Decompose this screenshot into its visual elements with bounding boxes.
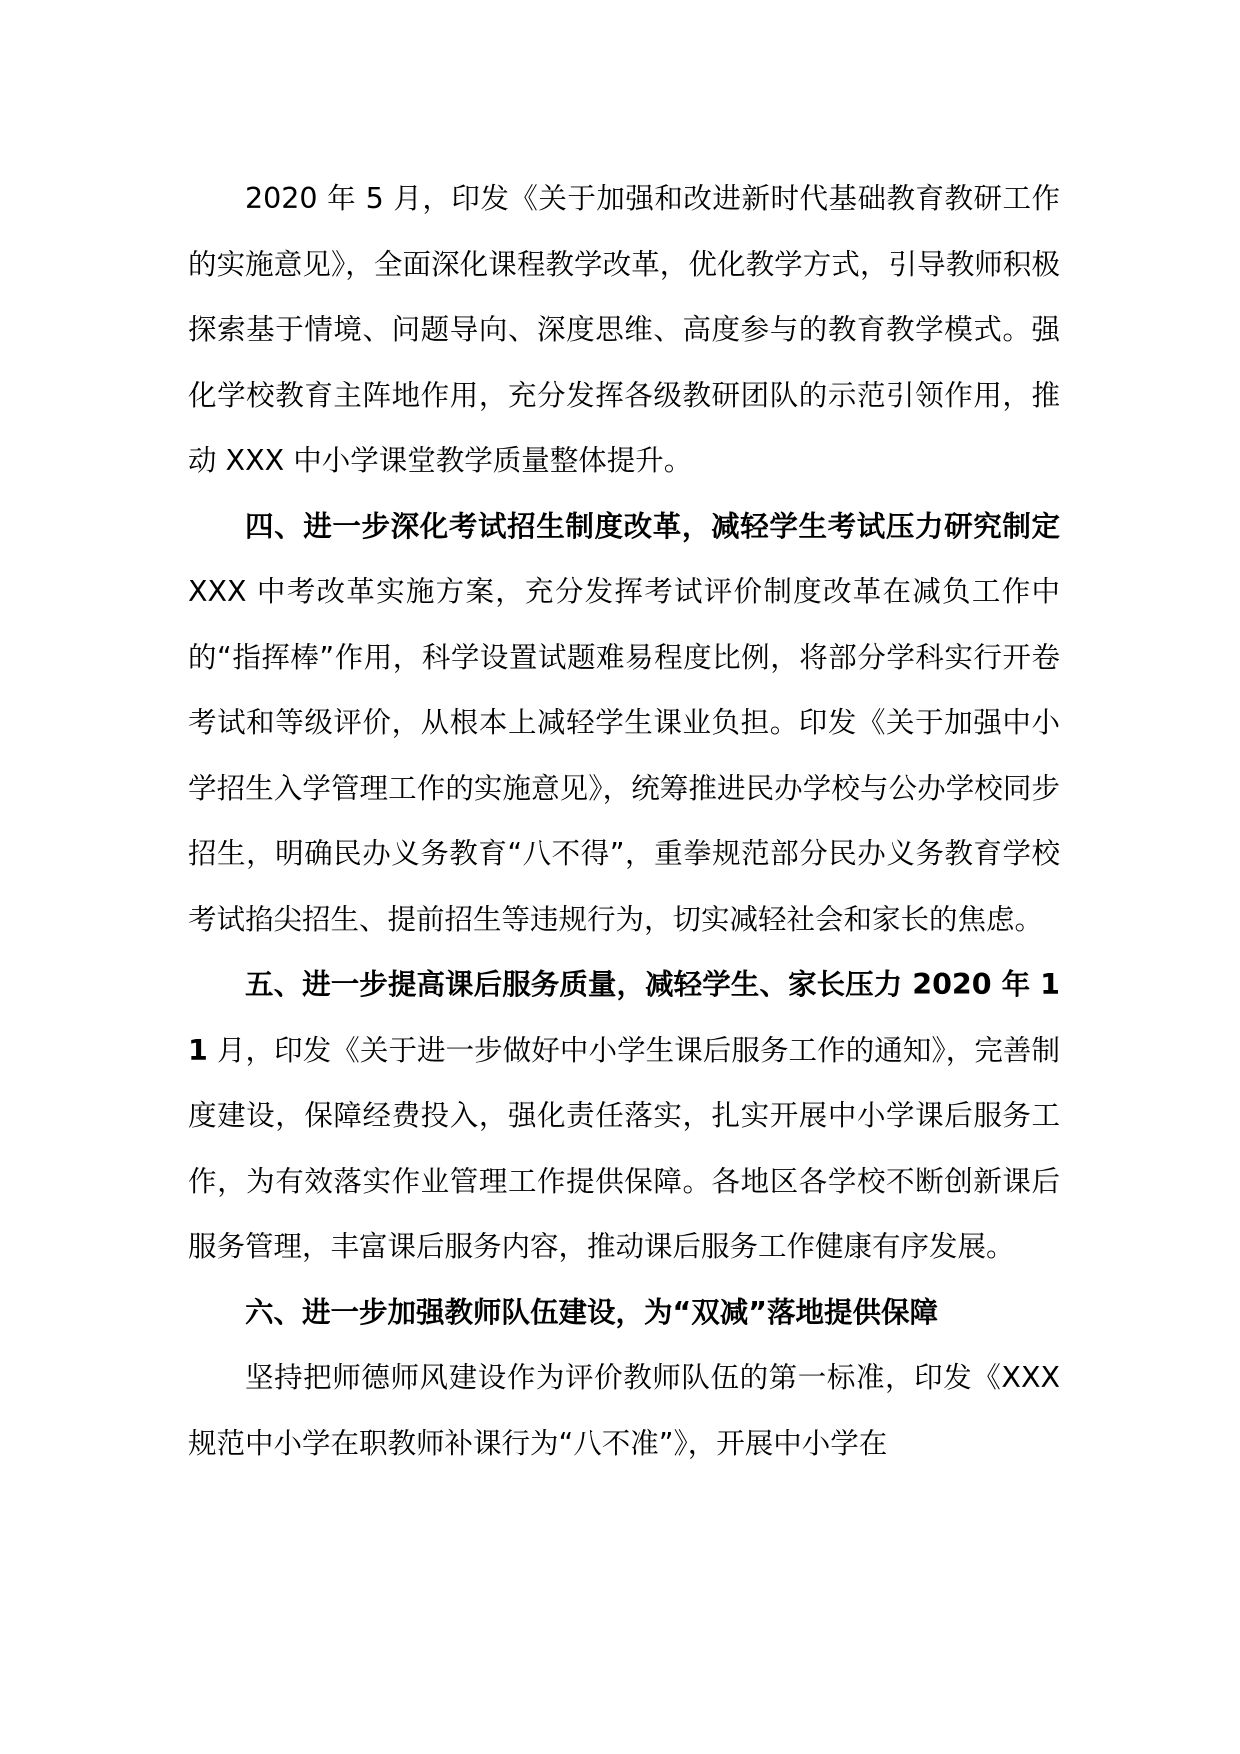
- paragraph-after-school-service: [188, 952, 1060, 1280]
- paragraph-teacher-ethics: [188, 1345, 1060, 1476]
- section-heading-six: [188, 1280, 1060, 1346]
- section-heading-four: 四、进一步深化考试招生制度改革，减轻学生考试压力研究制定: [245, 509, 1060, 543]
- section-heading-five: 五、进一步提高课后服务质量，减轻学生、家长压力 2020 年 11: [188, 968, 1060, 1067]
- paragraph-text: XXX 中考改革实施方案，充分发挥考试评价制度改革在减负工作中的“指挥棒”作用，科学设置试题难易程度比例，将部分学科实行开卷考试和等级评价，从根本上减轻学生课业负担。印发《关于加强中小学招生入学管理工作的实施意见》，统筹推进民办学校与公办学校同步招生，明确民办义务教育“八不得”，重拳规范部分民办义务教育学校考试掐尖招生、提前招生等违规行为，切实减轻社会和家长的焦虑。: [188, 575, 1060, 936]
- document-page: [188, 166, 1060, 1476]
- heading-text: 六、进一步加强教师队伍建设，为“双减”落地提供保障: [245, 1295, 938, 1329]
- paragraph-exam-reform: [188, 494, 1060, 953]
- paragraph-text: 2020 年 5 月，印发《关于加强和改进新时代基础教育教研工作的实施意见》，全面深化课程教学改革，优化教学方式，引导教师积极探索基于情境、问题导向、深度思维、高度参与的教育教学模式。强化学校教育主阵地作用，充分发挥各级教研团队的示范引领作用，推动 XXX 中小学课堂教学质量整体提升。: [188, 182, 1060, 477]
- paragraph-text: 月，印发《关于进一步做好中小学生课后服务工作的通知》，完善制度建设，保障经费投入，强化责任落实，扎实开展中小学课后服务工作，为有效落实作业管理工作提供保障。各地区各学校不断创新课后服务管理，丰富课后服务内容，推动课后服务工作健康有序发展。: [188, 1033, 1060, 1263]
- paragraph-text: 坚持把师德师风建设作为评价教师队伍的第一标准，印发《XXX 规范中小学在职教师补课行为“八不准”》，开展中小学在: [188, 1361, 1060, 1460]
- paragraph-research-reform: [188, 166, 1060, 494]
